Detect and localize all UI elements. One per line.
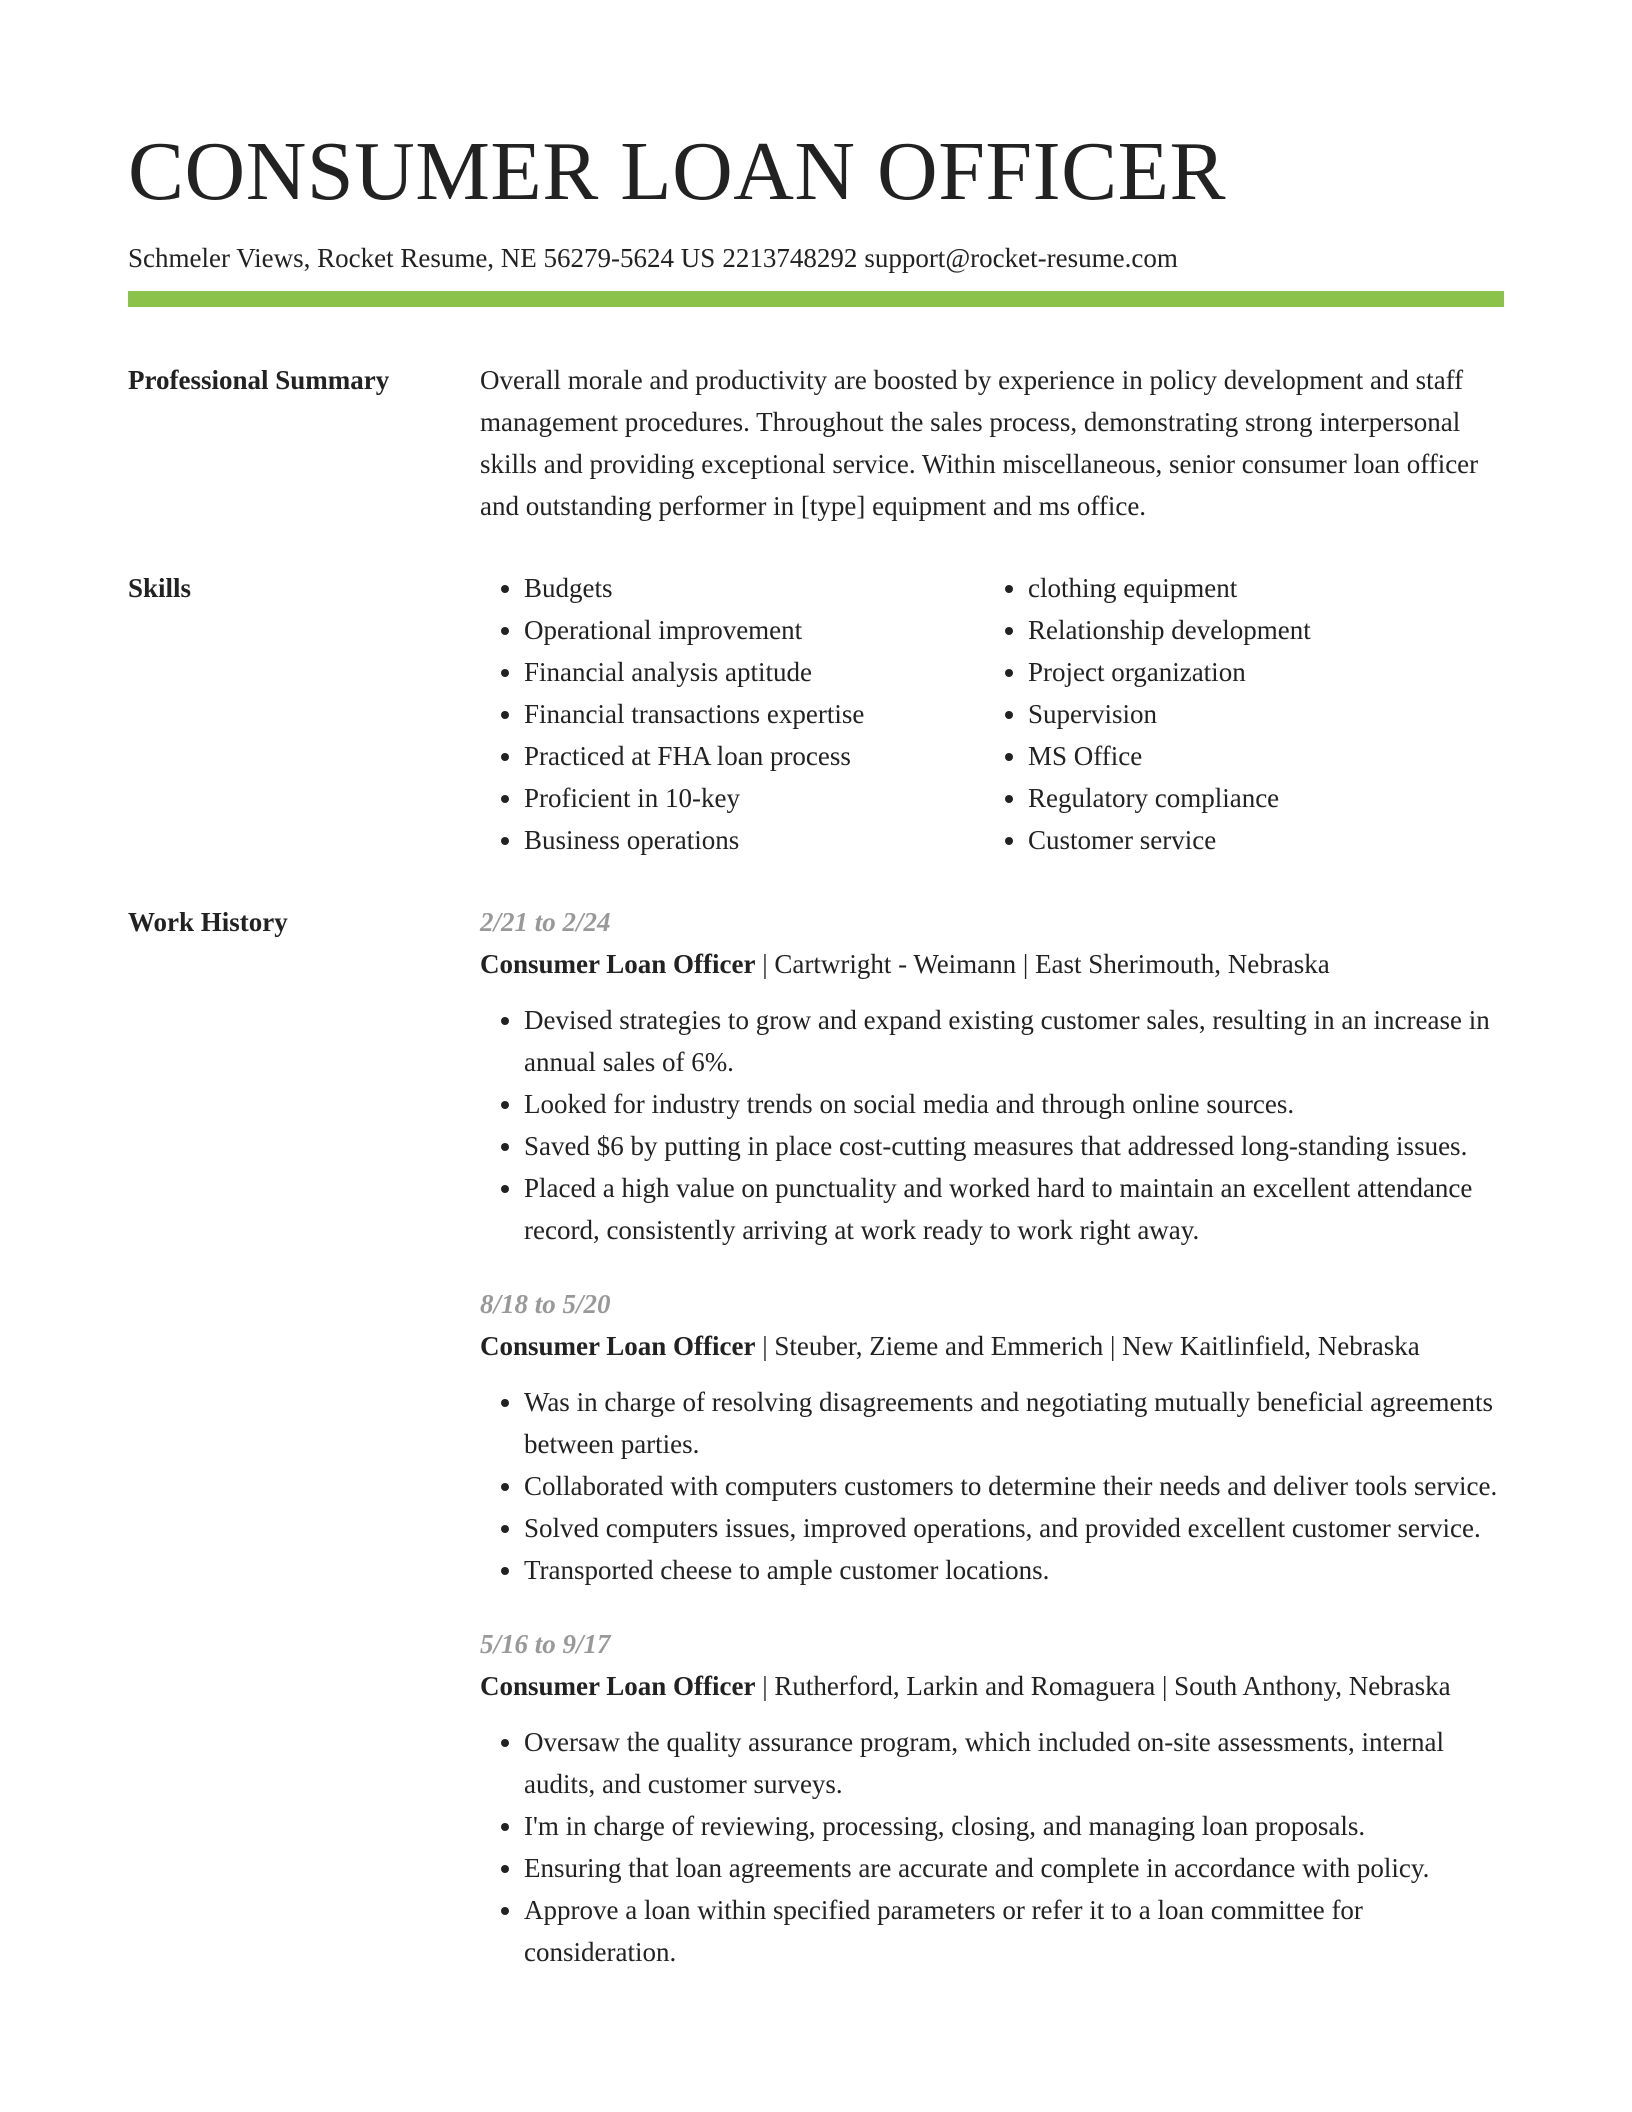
job-bullets <box>480 1381 1504 1591</box>
job-title: Consumer Loan Officer <box>480 1671 756 1701</box>
skills-grid <box>480 567 1504 861</box>
job-heading <box>480 943 1504 985</box>
job-bullet: • Transported cheese to ample customer locations. <box>524 1549 1504 1591</box>
job-details: | Rutherford, Larkin and Romaguera | South Anthony, Nebraska <box>755 1671 1451 1701</box>
job-bullet: • I'm in charge of reviewing, processing, closing, and managing loan proposals. <box>524 1805 1504 1847</box>
job-bullet: • Devised strategies to grow and expand existing customer sales, resulting in an increase in annual sales of 6%. <box>524 999 1504 1083</box>
work-history-list <box>480 901 1504 1973</box>
skill-item: • Proficient in 10-key <box>524 777 984 819</box>
job-bullet: • Saved $6 by putting in place cost-cutting measures that addressed long-standing issues. <box>524 1125 1504 1167</box>
skills-section <box>128 567 1504 861</box>
job-details: | Steuber, Zieme and Emmerich | New Kaitlinfield, Nebraska <box>755 1331 1420 1361</box>
contact-phone: 2213748292 <box>722 243 858 273</box>
job-bullet: • Approve a loan within specified parameters or refer it to a loan committee for consideration. <box>524 1889 1504 1973</box>
page-title: CONSUMER LOAN OFFICER <box>128 125 1226 218</box>
header-divider <box>128 291 1504 307</box>
summary-heading: Professional Summary <box>128 365 390 395</box>
skill-item: • Operational improvement <box>524 609 984 651</box>
job-bullet: • Placed a high value on punctuality and worked hard to maintain an excellent attendance record, consistently arriving at work ready to work right away. <box>524 1167 1504 1251</box>
summary-text: Overall morale and productivity are boosted by experience in policy development and staff management procedures. Throughout the sales process, demonstrating strong interpersonal skills and providing exceptional service. Within miscellaneous, senior consumer loan officer and outstanding performer in [type] equipment and ms office. <box>480 365 1479 521</box>
job-bullet: • Solved computers issues, improved operations, and provided excellent customer service. <box>524 1507 1504 1549</box>
skill-item: • MS Office <box>1028 735 1488 777</box>
skills-heading: Skills <box>128 573 192 603</box>
job-bullet: • Collaborated with computers customers to determine their needs and deliver tools service. <box>524 1465 1504 1507</box>
job-dates: 2/21 to 2/24 <box>480 907 611 937</box>
job-bullets <box>480 999 1504 1251</box>
job-bullets <box>480 1721 1504 1973</box>
job-heading <box>480 1665 1504 1707</box>
skill-item: • Relationship development <box>1028 609 1488 651</box>
summary-section <box>128 359 1504 527</box>
skill-item: • Budgets <box>524 567 984 609</box>
skill-item: • Customer service <box>1028 819 1488 861</box>
job-dates: 8/18 to 5/20 <box>480 1289 611 1319</box>
job-entry <box>480 901 1504 1251</box>
skills-list-left <box>480 567 984 861</box>
skill-item: • Business operations <box>524 819 984 861</box>
contact-email: support@rocket-resume.com <box>864 243 1178 273</box>
job-title: Consumer Loan Officer <box>480 949 756 979</box>
job-bullet: • Oversaw the quality assurance program, which included on-site assessments, internal audits, and customer surveys. <box>524 1721 1504 1805</box>
skill-item: • Project organization <box>1028 651 1488 693</box>
job-details: | Cartwright - Weimann | East Sherimouth, Nebraska <box>755 949 1330 979</box>
job-bullet: • Was in charge of resolving disagreements and negotiating mutually beneficial agreements between parties. <box>524 1381 1504 1465</box>
contact-line <box>128 240 1504 276</box>
job-bullet: • Looked for industry trends on social media and through online sources. <box>524 1083 1504 1125</box>
job-entry <box>480 1283 1504 1591</box>
skill-item: • Regulatory compliance <box>1028 777 1488 819</box>
job-title: Consumer Loan Officer <box>480 1331 756 1361</box>
skill-item: • clothing equipment <box>1028 567 1488 609</box>
contact-address: Schmeler Views, Rocket Resume, NE 56279-5624 US <box>128 243 716 273</box>
skill-item: • Financial analysis aptitude <box>524 651 984 693</box>
job-bullet: • Ensuring that loan agreements are accurate and complete in accordance with policy. <box>524 1847 1504 1889</box>
job-dates: 5/16 to 9/17 <box>480 1629 611 1659</box>
work-history-section <box>128 901 1504 1973</box>
job-entry <box>480 1623 1504 1973</box>
work-history-heading: Work History <box>128 907 288 937</box>
skills-list-right <box>984 567 1488 861</box>
job-heading <box>480 1325 1504 1367</box>
skill-item: • Supervision <box>1028 693 1488 735</box>
skill-item: • Practiced at FHA loan process <box>524 735 984 777</box>
skill-item: • Financial transactions expertise <box>524 693 984 735</box>
